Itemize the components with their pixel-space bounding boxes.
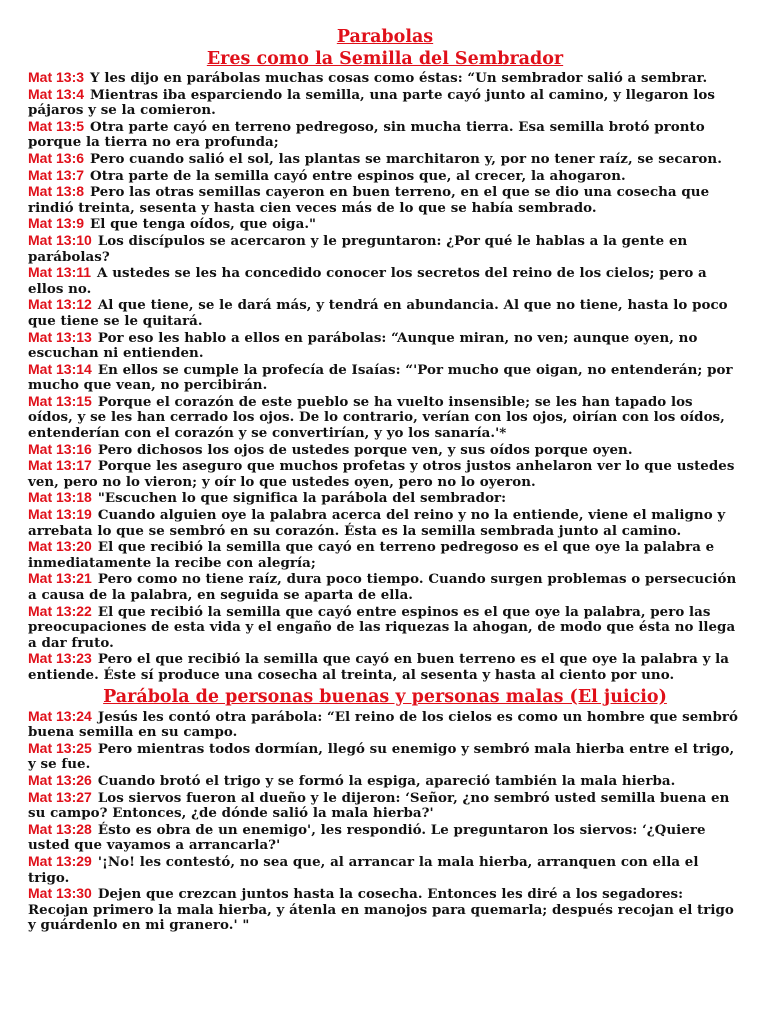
verse-reference: Mat 13:4 [28,85,85,102]
verse-reference: Mat 13:8 [28,183,85,200]
verse [28,741,742,773]
verse-text: Dejen que crezcan juntos hasta la cosecha. Entonces les diré a los segadores: Recojan primero la mala hierba, y átenla en manojos para quemarla; después recojan el trigo y guárdenlo en mi granero.' " [28,886,734,934]
verse-text: Porque el corazón de este pueblo se ha vuelto insensible; se les han tapado los oídos, y se les han cerrado los ojos. De lo contrario, verían con los ojos, oirían con los oídos, entenderían con el corazón y se convertirían, y yo los sanaría.'* [28,393,725,442]
verse-reference: Mat 13:16 [28,440,92,457]
verse [28,790,742,822]
verse [28,168,742,185]
verse-text: El que tenga oídos, que oiga." [90,216,317,233]
verse [28,886,742,934]
verse-reference: Mat 13:7 [28,166,85,183]
section-title-juicio: Parábola de personas buenas y personas malas (El juicio) [103,686,667,707]
verse [28,265,742,297]
verse-reference: Mat 13:3 [28,69,85,85]
verse [28,70,742,87]
verse-reference: Mat 13:9 [28,215,85,232]
verse [28,507,742,539]
verse [28,854,742,886]
verse-list-sembrador [28,70,742,684]
verse-text: Cuando brotó el trigo y se formó la espiga, apareció también la mala hierba. [97,772,676,789]
verse-text: Porque les aseguro que muchos profetas y otros justos anhelaron ver lo que ustedes ven, pero no lo vieron; y oír lo que ustedes oyen, pero no lo oyeron. [28,458,735,490]
verse-text: En ellos se cumple la profecía de Isaías: “'Por mucho que oigan, no entenderán; por mucho que vean, no percibirán. [28,361,733,394]
verse [28,539,742,571]
verse-text: Mientras iba esparciendo la semilla, una parte cayó junto al camino, y llegaron los pájaros y se la comieron. [28,86,715,119]
verse-text: Jesús les contó otra parábola: “El reino de los cielos es como un hombre que sembró buena semilla en su campo. [28,708,739,741]
verse-text: Los discípulos se acercaron y le preguntaron: ¿Por qué le hablas a la gente en parábolas? [28,232,688,265]
verse-reference: Mat 13:24 [28,707,92,724]
verse-text: Y les dijo en parábolas muchas cosas como éstas: “Un sembrador salió a sembrar. [90,70,708,86]
verse [28,442,742,459]
verse [28,297,742,329]
verse [28,216,742,233]
verse [28,87,742,119]
verse-reference: Mat 13:17 [28,457,92,474]
verse-text: Pero cuando salió el sol, las plantas se marchitaron y, por no tener raíz, se secaron. [90,150,722,167]
section-title-sembrador: Eres como la Semilla del Sembrador [206,49,564,69]
verse-text: El que recibió la semilla que cayó entre espinos es el que oye la palabra, pero las preocupaciones de esta vida y el engaño de las riquezas la ahogan, de modo que ésta no llega a dar fruto. [28,603,736,651]
verse-text: Pero dichosos los ojos de ustedes porque ven, y sus oídos porque oyen. [97,441,633,458]
verse-reference: Mat 13:26 [28,771,92,788]
page-title: Parabolas [336,27,434,47]
verse-text: Pero como no tiene raíz, dura poco tiempo. Cuando surgen problemas o persecución a causa de la palabra, en seguida se aparta de ella. [28,571,737,603]
verse-reference: Mat 13:27 [28,788,92,805]
verse-reference: Mat 13:12 [28,296,92,313]
verse [28,233,742,265]
document-page [28,26,742,934]
verse-reference: Mat 13:18 [28,489,92,506]
verse-text: Pero mientras todos dormían, llegó su enemigo y sembró mala hierba entre el trigo, y se fue. [28,740,735,773]
verse-reference: Mat 13:28 [28,820,92,837]
verse-text: A ustedes se les ha concedido conocer los secretos del reino de los cielos; pero a ellos no. [28,265,707,297]
verse-reference: Mat 13:22 [28,602,92,619]
verse [28,490,742,507]
verse [28,184,742,216]
verse-reference: Mat 13:30 [28,885,92,902]
verse [28,651,742,683]
verse-reference: Mat 13:20 [28,538,92,555]
verse [28,571,742,603]
verse [28,604,742,652]
verse-reference: Mat 13:23 [28,650,92,667]
verse [28,394,742,442]
verse [28,362,742,394]
verse-text: Al que tiene, se le dará más, y tendrá en abundancia. Al que no tiene, hasta lo poco que tiene se le quitará. [28,297,728,329]
verse-reference: Mat 13:25 [28,739,92,756]
verse-text: Cuando alguien oye la palabra acerca del reino y no la entiende, viene el maligno y arrebata lo que se sembró en su corazón. Ésta es la semilla sembrada junto al camino. [28,507,726,539]
verse-text: Ésto es obra de un enemigo', les respondió. Le preguntaron los siervos: ‘¿Quiere usted que vayamos a arrancarla?' [28,821,706,854]
verse-text: "Escuchen lo que significa la parábola del sembrador: [97,490,507,507]
verse-reference: Mat 13:29 [28,852,92,869]
verse [28,822,742,854]
verse-text: Otra parte de la semilla cayó entre espinos que, al crecer, la ahogaron. [90,167,626,184]
verse-text: Otra parte cayó en terreno pedregoso, sin mucha tierra. Esa semilla brotó pronto porque la tierra no era profunda; [28,118,705,151]
verse-text: Pero el que recibió la semilla que cayó en buen terreno es el que oye la palabra y la entiende. Éste sí produce una cosecha al treinta, al sesenta y hasta al ciento por uno. [28,651,730,683]
verse-reference: Mat 13:13 [28,328,92,345]
verse-reference: Mat 13:11 [28,264,92,281]
verse-reference: Mat 13:5 [28,117,85,134]
verse-text: Por eso les hablo a ellos en parábolas: “Aunque miran, no ven; aunque oyen, no escuchan ni entienden. [28,329,698,362]
verse-reference: Mat 13:10 [28,231,92,248]
verse-reference: Mat 13:21 [28,570,92,587]
verse-reference: Mat 13:19 [28,506,92,523]
verse [28,151,742,168]
verse-reference: Mat 13:6 [28,149,85,166]
verse-reference: Mat 13:14 [28,360,92,377]
verse-list-juicio [28,709,742,934]
verse-text: Los siervos fueron al dueño y le dijeron: ‘Señor, ¿no sembró usted semilla buena en su campo? Entonces, ¿de dónde salió la mala hierba?' [28,789,730,822]
verse-text: '¡No! les contestó, no sea que, al arrancar la mala hierba, arranquen con ella el trigo. [28,853,699,886]
verse-reference: Mat 13:15 [28,392,92,409]
verse-text: El que recibió la semilla que cayó en terreno pedregoso es el que oye la palabra e inmediatamente la recibe con alegría; [28,539,715,571]
verse [28,709,742,741]
verse-text: Pero las otras semillas cayeron en buen terreno, en el que se dio una cosecha que rindió treinta, sesenta y hasta cien veces más de lo que se había sembrado. [28,184,710,216]
verse [28,119,742,151]
verse [28,458,742,490]
verse [28,773,742,790]
verse [28,330,742,362]
